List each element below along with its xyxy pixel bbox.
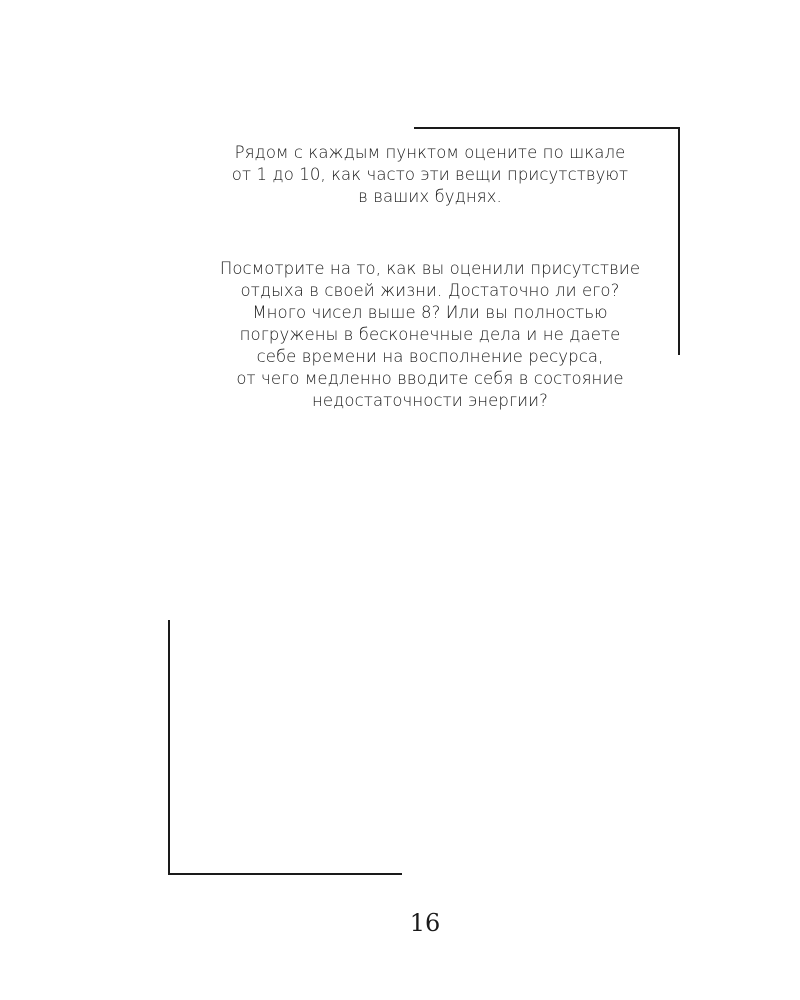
- text-line: отдыха в своей жизни. Достаточно ли его?: [240, 281, 620, 300]
- text-line: от чего медленно вводите себя в состояние: [236, 369, 624, 388]
- text-line: Посмотрите на то, как вы оценили присутствие: [219, 259, 641, 278]
- text-line: Много чисел выше 8? Или вы полностью: [252, 303, 608, 322]
- text-line: от 1 до 10, как часто эти вещи присутствуют: [231, 165, 629, 184]
- text-line: в ваших буднях.: [358, 187, 502, 206]
- reflection-paragraph: [180, 258, 680, 412]
- text-line: Рядом с каждым пунктом оцените по шкале: [234, 143, 626, 162]
- text-line: себе времени на восполнение ресурса,: [256, 347, 604, 366]
- text-line: недостаточности энергии?: [312, 391, 548, 410]
- decorative-frame-bottom-left: [168, 620, 402, 875]
- page-number: 16: [409, 909, 441, 937]
- text-line: погружены в бесконечные дела и не даете: [239, 325, 621, 344]
- instruction-paragraph: [180, 142, 680, 208]
